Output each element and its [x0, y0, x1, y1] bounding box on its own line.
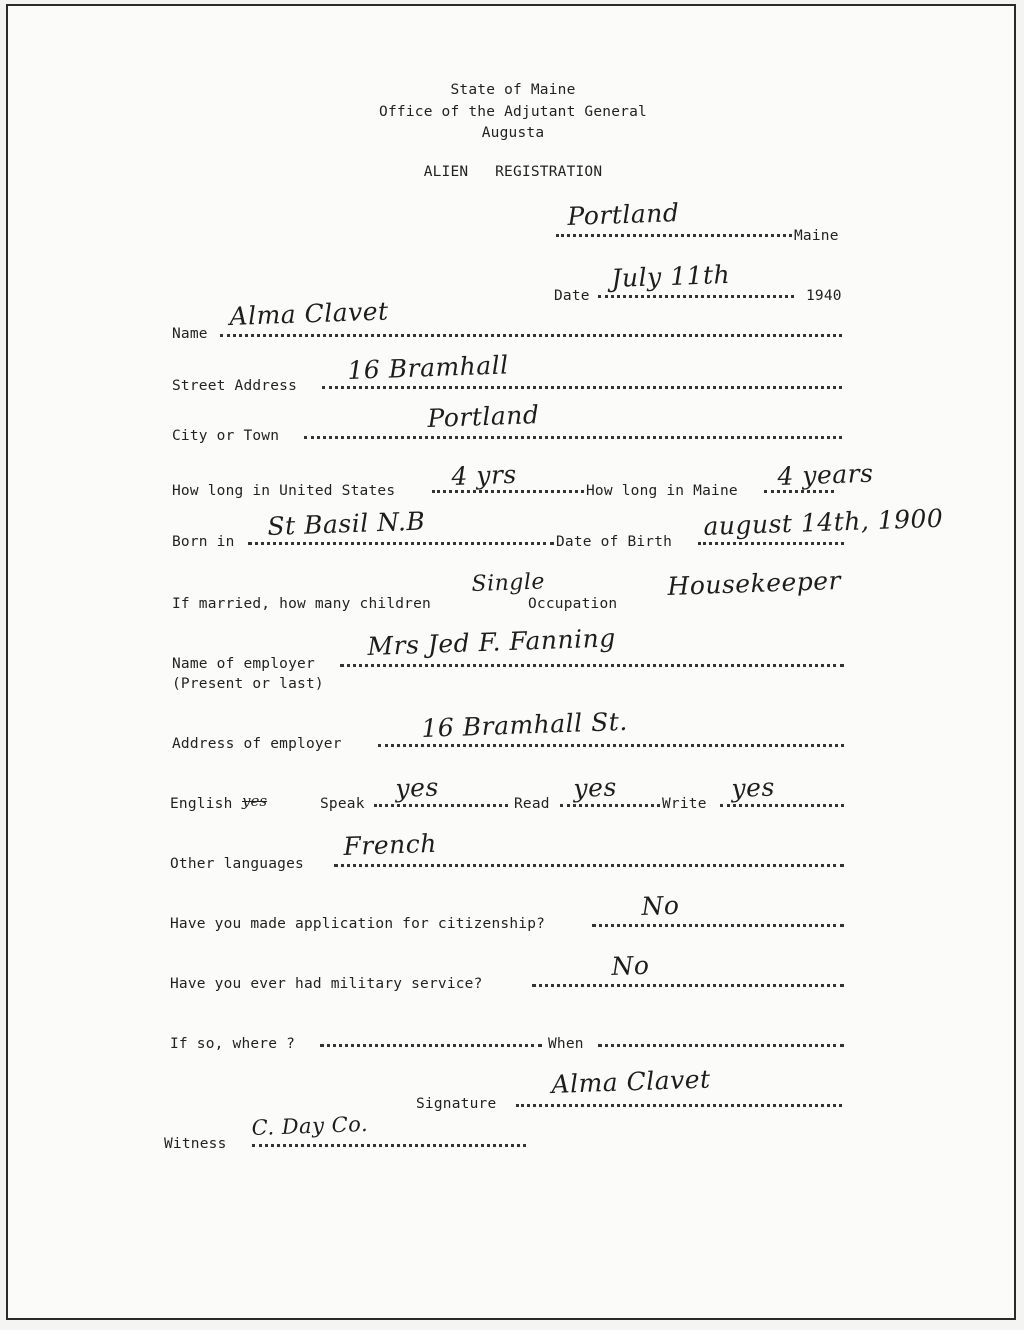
employer-address-value: 16 Bramhall St.: [420, 706, 629, 743]
write-value: yes: [730, 772, 776, 803]
speak-label: Speak: [320, 796, 365, 812]
street-label: Street Address: [172, 378, 298, 394]
how-long-maine-value: 4 years: [776, 458, 874, 491]
military-value: No: [610, 950, 650, 981]
military-label: Have you ever had military service?: [170, 976, 483, 992]
employer-sublabel: (Present or last): [172, 676, 324, 692]
occupation-value: Housekeeper: [666, 565, 842, 601]
place-value: Portland: [566, 198, 680, 231]
military-dots: [532, 976, 844, 987]
born-in-value: St Basil N.B: [266, 506, 426, 541]
occupation-label: Occupation: [528, 596, 618, 612]
speak-dots: [374, 796, 508, 807]
city-value: Portland: [426, 400, 540, 433]
header-state: State of Maine: [450, 82, 576, 98]
header-office: Office of the Adjutant General: [379, 104, 647, 120]
name-label: Name: [172, 326, 208, 342]
citizenship-value: No: [640, 890, 680, 921]
name-value: Alma Clavet: [228, 296, 390, 331]
employer-label: Name of employer: [172, 656, 315, 672]
employer-address-label: Address of employer: [172, 736, 342, 752]
city-dots: [304, 428, 842, 439]
if-so-label: If so, where ?: [170, 1036, 296, 1052]
street-value: 16 Bramhall: [346, 350, 510, 385]
place-suffix: Maine: [794, 228, 839, 244]
other-languages-value: French: [342, 828, 438, 861]
signature-value: Alma Clavet: [550, 1064, 712, 1099]
born-in-label: Born in: [172, 534, 235, 550]
how-long-us-value: 4 yrs: [450, 459, 518, 491]
english-label: English: [170, 796, 233, 812]
date-label: Date: [554, 288, 590, 304]
witness-value: C. Day Co.: [251, 1111, 369, 1140]
employer-value: Mrs Jed F. Fanning: [366, 623, 617, 661]
registration-form: [6, 4, 1016, 1320]
how-long-maine-label: How long in Maine: [586, 483, 738, 499]
date-year: 1940: [806, 288, 842, 304]
citizenship-label: Have you made application for citizenship?: [170, 916, 546, 932]
signature-label: Signature: [416, 1096, 497, 1112]
when-label: When: [548, 1036, 584, 1052]
read-value: yes: [572, 772, 618, 803]
english-struck-value: yes: [242, 792, 268, 810]
how-long-us-label: How long in United States: [172, 483, 396, 499]
date-value: July 11th: [610, 259, 731, 293]
dob-value: august 14th, 1900: [702, 503, 944, 541]
witness-label: Witness: [164, 1136, 227, 1152]
if-so-dots: [320, 1036, 542, 1047]
when-dots: [598, 1036, 844, 1047]
read-label: Read: [514, 796, 550, 812]
write-label: Write: [662, 796, 707, 812]
dob-label: Date of Birth: [556, 534, 673, 550]
form-title: ALIEN REGISTRATION: [423, 164, 603, 180]
header-city: Augusta: [481, 125, 545, 141]
city-label: City or Town: [172, 428, 280, 444]
citizenship-dots: [592, 916, 844, 927]
other-languages-label: Other languages: [170, 856, 304, 872]
children-label: If married, how many children: [172, 596, 431, 612]
children-value: Single: [471, 569, 546, 597]
speak-value: yes: [394, 772, 440, 803]
